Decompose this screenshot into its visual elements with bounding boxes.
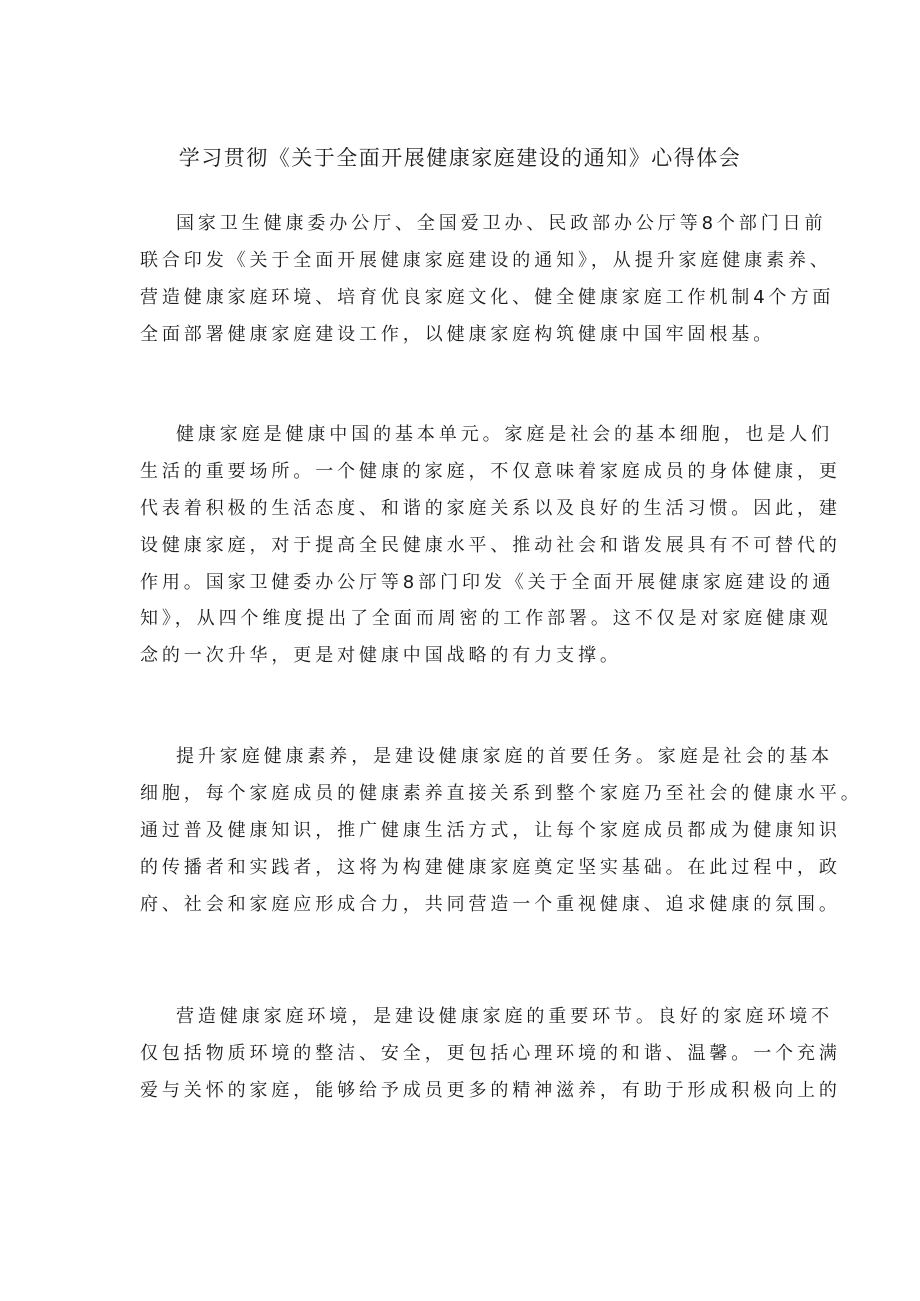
paragraph-line: 念的一次升华，更是对健康中国战略的有力支撑。	[140, 645, 622, 667]
paragraph-line: 通过普及健康知识，推广健康生活方式，让每个家庭成员都成为健康知识	[140, 819, 841, 841]
paragraph-line: 设健康家庭，对于提高全民健康水平、推动社会和谐发展具有不可替代的	[140, 534, 841, 556]
paragraph-1	[140, 206, 835, 354]
paragraph-line: 全面部署健康家庭建设工作，以健康家庭构筑健康中国牢固根基。	[140, 323, 776, 345]
paragraph-line: 生活的重要场所。一个健康的家庭，不仅意味着家庭成员的身体健康，更	[140, 460, 841, 482]
paragraph-line: 营造健康家庭环境，是建设健康家庭的重要环节。良好的家庭环境不	[176, 1006, 833, 1027]
paragraph-line: 知》，从四个维度提出了全面而周密的工作部署。这不仅是对家庭健康观	[140, 608, 832, 630]
paragraph-line: 提升家庭健康素养，是建设健康家庭的首要任务。家庭是社会的基本	[176, 746, 833, 767]
paragraph-line: 代表着积极的生活态度、和谐的家庭关系以及良好的生活习惯。因此，建	[140, 497, 841, 519]
paragraph-line: 作用。国家卫健委办公厅等8部门印发《关于全面开展健康家庭建设的通	[140, 571, 835, 593]
paragraph-line: 健康家庭是健康中国的基本单元。家庭是社会的基本细胞，也是人们	[176, 424, 833, 445]
paragraph-line: 国家卫生健康委办公厅、全国爱卫办、民政部办公厅等8个部门日前	[176, 213, 827, 234]
paragraph-2	[140, 417, 841, 675]
paragraph-line: 营造健康家庭环境、培育优良家庭文化、健全健康家庭工作机制4个方面	[140, 286, 835, 308]
paragraph-line: 仅包括物质环境的整洁、安全，更包括心理环境的和谐、温馨。一个充满	[140, 1042, 841, 1064]
paragraph-line: 爱与关怀的家庭，能够给予成员更多的精神滋养，有助于形成积极向上的	[140, 1079, 841, 1101]
paragraph-line: 府、社会和家庭应形成合力，共同营造一个重视健康、追求健康的氛围。	[140, 893, 841, 915]
paragraph-3	[140, 739, 863, 923]
paragraph-4	[140, 999, 841, 1110]
paragraph-line: 联合印发《关于全面开展健康家庭建设的通知》，从提升家庭健康素养、	[140, 249, 832, 271]
paragraph-line: 细胞，每个家庭成员的健康素养直接关系到整个家庭乃至社会的健康水平。	[140, 782, 863, 804]
paragraph-line: 的传播者和实践者，这将为构建健康家庭奠定坚实基础。在此过程中，政	[140, 856, 841, 878]
document-title: 学习贯彻《关于全面开展健康家庭建设的通知》心得体会	[178, 146, 742, 170]
